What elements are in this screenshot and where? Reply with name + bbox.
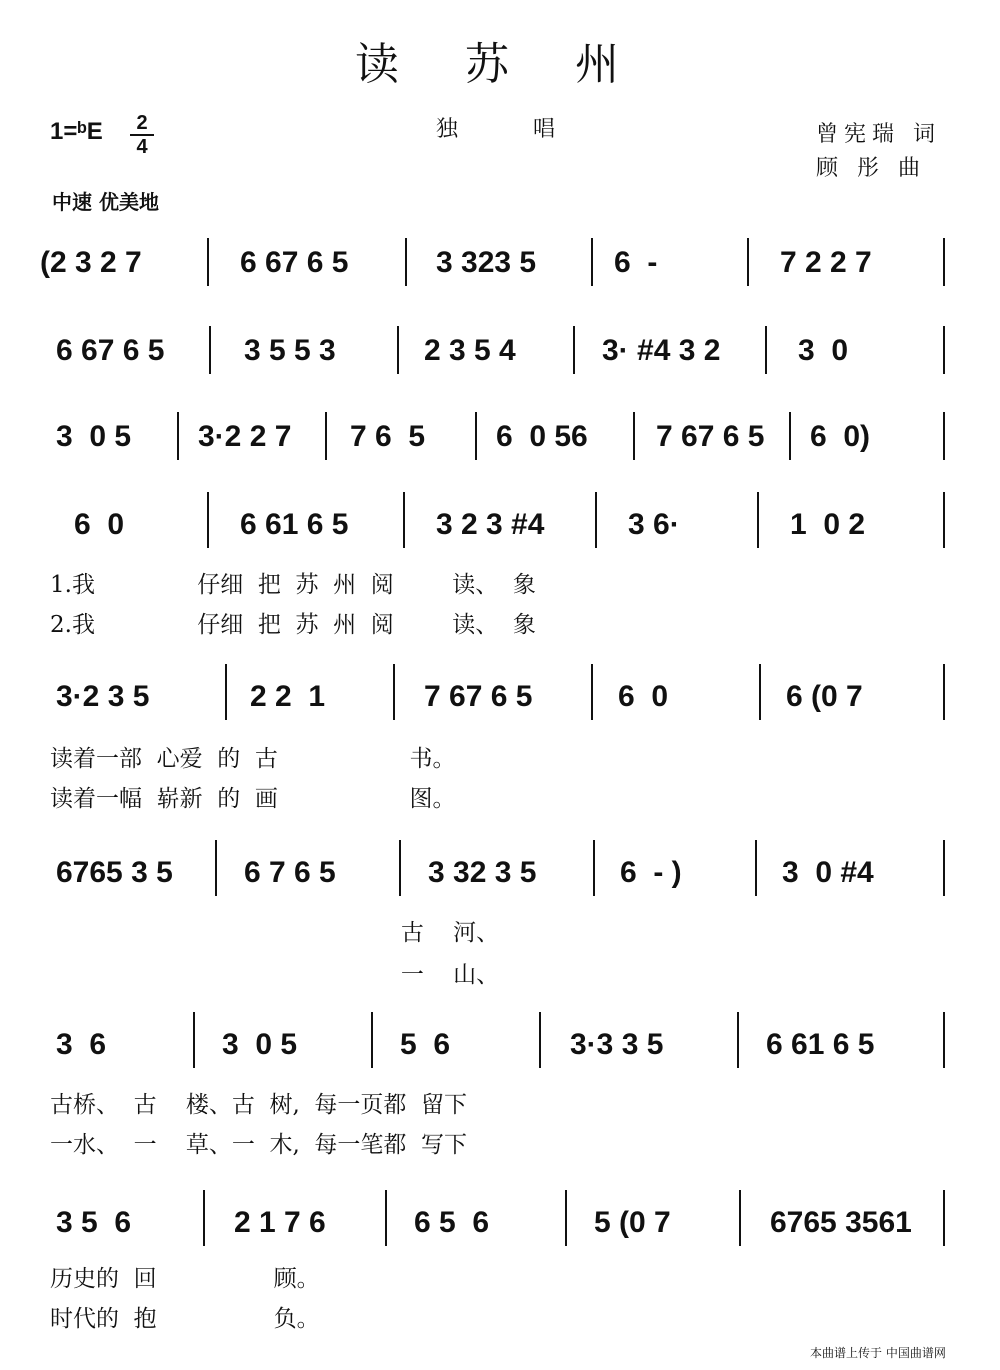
measure: 3 0 5 bbox=[56, 420, 132, 453]
measure: 7 67 6 5 bbox=[656, 420, 765, 453]
lyrics-verse1-line3: 古 河、 bbox=[50, 920, 500, 946]
lyrics-verse2-line4: 一水、 一 草、一 木, 每一笔都 写下 bbox=[50, 1132, 468, 1158]
measure: 3·2 3 5 bbox=[56, 680, 150, 713]
measure: 3 5 5 3 bbox=[244, 334, 336, 367]
measure: 6 0 bbox=[74, 508, 125, 541]
measure: (2 3 2 7 bbox=[40, 246, 142, 279]
measure: 6 0 56 bbox=[496, 420, 588, 453]
tempo-marking: 中速 优美地 bbox=[52, 190, 159, 214]
measure: 3 0 bbox=[798, 334, 849, 367]
score-row-8 bbox=[0, 1198, 1000, 1248]
measure: 3 323 5 bbox=[436, 246, 537, 279]
measure: 7 6 5 bbox=[350, 420, 426, 453]
score-row-5 bbox=[0, 672, 1000, 722]
measure: 6 0) bbox=[810, 420, 871, 453]
measure: 7 67 6 5 bbox=[424, 680, 533, 713]
measure: 6 67 6 5 bbox=[240, 246, 349, 279]
lyrics-verse2-line3: 一 山、 bbox=[50, 962, 500, 988]
measure: 3· #4 3 2 bbox=[602, 334, 721, 367]
measure: 6765 3 5 bbox=[56, 856, 173, 889]
lyrics-verse1-line5: 历史的 回 顾。 bbox=[50, 1266, 320, 1292]
measure: 6 (0 7 bbox=[786, 680, 863, 713]
key-signature: 1=ᵇE bbox=[50, 118, 103, 145]
measure: 3·3 3 5 bbox=[570, 1028, 664, 1061]
measure: 6 0 bbox=[618, 680, 669, 713]
measure: 3 6· bbox=[628, 508, 680, 541]
lyrics-verse2-line5: 时代的 抱 负。 bbox=[50, 1306, 320, 1332]
time-signature bbox=[130, 112, 154, 158]
measure: 3 6 bbox=[56, 1028, 107, 1061]
measure: 6 - bbox=[614, 246, 658, 279]
measure: 5 6 bbox=[400, 1028, 451, 1061]
measure: 6 61 6 5 bbox=[766, 1028, 875, 1061]
time-bottom: 4 bbox=[130, 134, 154, 158]
measure: 2 2 1 bbox=[250, 680, 326, 713]
measure: 6 67 6 5 bbox=[56, 334, 165, 367]
credits bbox=[816, 118, 941, 186]
score-row-2 bbox=[0, 326, 1000, 376]
measure: 1 0 2 bbox=[790, 508, 866, 541]
score-row-4 bbox=[0, 500, 1000, 550]
score-row-3 bbox=[0, 412, 1000, 462]
measure: 5 (0 7 bbox=[594, 1206, 671, 1239]
measure: 6765 3561 bbox=[770, 1206, 912, 1239]
lyrics-verse1-line4: 古桥、 古 楼、古 树, 每一页都 留下 bbox=[50, 1092, 468, 1118]
measure: 6 5 6 bbox=[414, 1206, 490, 1239]
measure: 2 1 7 6 bbox=[234, 1206, 326, 1239]
measure: 3 0 #4 bbox=[782, 856, 874, 889]
score-row-6 bbox=[0, 848, 1000, 898]
song-title: 读 苏 州 bbox=[355, 39, 645, 90]
performance-style: 独 唱 bbox=[436, 117, 589, 142]
measure: 3 0 5 bbox=[222, 1028, 298, 1061]
measure: 3 32 3 5 bbox=[428, 856, 537, 889]
measure: 2 3 5 4 bbox=[424, 334, 516, 367]
lyrics-verse1-line1: 1.我 仔细 把 苏 州 阅 读、 象 bbox=[50, 572, 536, 598]
lyrics-verse2-line1: 2.我 仔细 把 苏 州 阅 读、 象 bbox=[50, 612, 536, 638]
lyricist: 曾宪瑞 词 bbox=[816, 122, 941, 147]
score-row-1 bbox=[0, 238, 1000, 288]
lyrics-verse2-line2: 读着一幅 崭新 的 画 图。 bbox=[50, 786, 456, 812]
measure: 6 - ) bbox=[620, 856, 682, 889]
measure: 6 7 6 5 bbox=[244, 856, 336, 889]
lyrics-verse1-line2: 读着一部 心爱 的 古 书。 bbox=[50, 746, 456, 772]
source-footer: 本曲谱上传于 中国曲谱网 bbox=[810, 1346, 946, 1360]
measure: 3 2 3 #4 bbox=[436, 508, 545, 541]
measure: 6 61 6 5 bbox=[240, 508, 349, 541]
measure: 7 2 2 7 bbox=[780, 246, 872, 279]
composer: 顾 彤 曲 bbox=[816, 156, 926, 181]
time-top: 2 bbox=[136, 112, 148, 134]
measure: 3 5 6 bbox=[56, 1206, 132, 1239]
measure: 3·2 2 7 bbox=[198, 420, 292, 453]
score-row-7 bbox=[0, 1020, 1000, 1070]
